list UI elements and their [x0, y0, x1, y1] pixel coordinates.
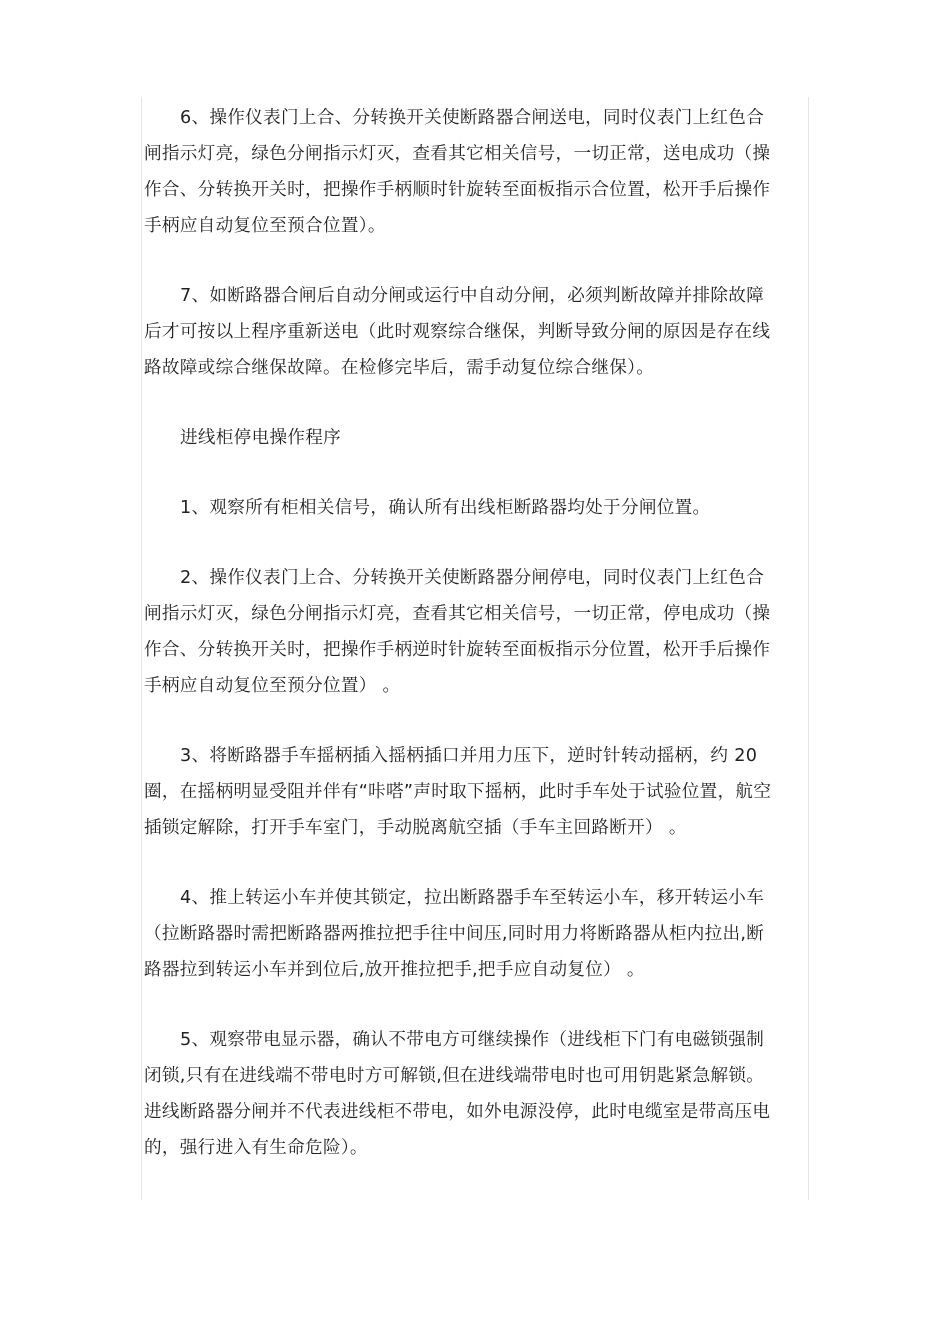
paragraph-step-6 — [144, 100, 808, 244]
text-line: 4、推上转运小车并使其锁定，拉出断路器手车至转运小车，移开转运小车 — [180, 888, 765, 908]
text-line: 圈，在摇柄明显受阻并伴有“咔嗒”声时取下摇柄，此时手车处于试验位置，航空 — [144, 782, 772, 802]
text-line: 路器拉到转运小车并到位后,放开推拉把手,把手应自动复位） 。 — [144, 960, 645, 980]
text-line: 路故障或综合继保故障。在检修完毕后，需手动复位综合继保）。 — [144, 358, 655, 378]
text-line: 2、操作仪表门上合、分转换开关使断路器分闸停电，同时仪表门上红色合 — [180, 568, 765, 588]
heading-text: 进线柜停电操作程序 — [180, 428, 342, 448]
paragraph-step-2 — [144, 560, 808, 704]
paragraph-step-7 — [144, 278, 808, 386]
text-line: 3、将断路器手车摇柄插入摇柄插口并用力压下，逆时针转动摇柄，约 20 — [180, 746, 758, 766]
text-line: 进线断路器分闸并不代表进线柜不带电，如外电源没停，此时电缆室是带高压电 — [144, 1102, 771, 1122]
text-line: 闸指示灯灭，绿色分闸指示灯亮，查看其它相关信号，一切正常，停电成功（操 — [144, 604, 771, 624]
text-line: 插锁定解除，打开手车室门，手动脱离航空插（手车主回路断开） 。 — [144, 818, 687, 838]
text-line: 手柄应自动复位至预分位置） 。 — [144, 676, 401, 696]
text-line: 后才可按以上程序重新送电（此时观察综合继保，判断导致分闸的原因是存在线 — [144, 322, 771, 342]
text-line: 6、操作仪表门上合、分转换开关使断路器合闸送电，同时仪表门上红色合 — [180, 108, 765, 128]
text-line: 5、观察带电显示器，确认不带电方可继续操作（进线柜下门有电磁锁强制 — [180, 1030, 765, 1050]
document-body — [144, 100, 808, 1200]
text-line: 的，强行进入有生命危险）。 — [144, 1138, 368, 1158]
text-line: 7、如断路器合闸后自动分闸或运行中自动分闸，必须判断故障并排除故障 — [180, 286, 765, 306]
text-line: 作合、分转换开关时，把操作手柄顺时针旋转至面板指示合位置，松开手后操作 — [144, 180, 771, 200]
section-heading — [144, 420, 808, 456]
text-line: 闸指示灯亮，绿色分闸指示灯灭，查看其它相关信号，一切正常，送电成功（操 — [144, 144, 771, 164]
paragraph-step-3 — [144, 738, 808, 846]
text-line: 闭锁,只有在进线端不带电时方可解锁,但在进线端带电时也可用钥匙紧急解锁。 — [144, 1066, 765, 1086]
paragraph-step-5 — [144, 1022, 808, 1166]
paragraph-step-1 — [144, 490, 808, 526]
text-line: 手柄应自动复位至预合位置）。 — [144, 216, 386, 236]
text-line: （拉断路器时需把断路器两推拉把手往中间压,同时用力将断路器从柜内拉出,断 — [144, 924, 765, 944]
text-line: 作合、分转换开关时，把操作手柄逆时针旋转至面板指示分位置，松开手后操作 — [144, 640, 771, 660]
text-line: 1、观察所有柜相关信号，确认所有出线柜断路器均处于分闸位置。 — [180, 498, 711, 518]
paragraph-step-4 — [144, 880, 808, 988]
